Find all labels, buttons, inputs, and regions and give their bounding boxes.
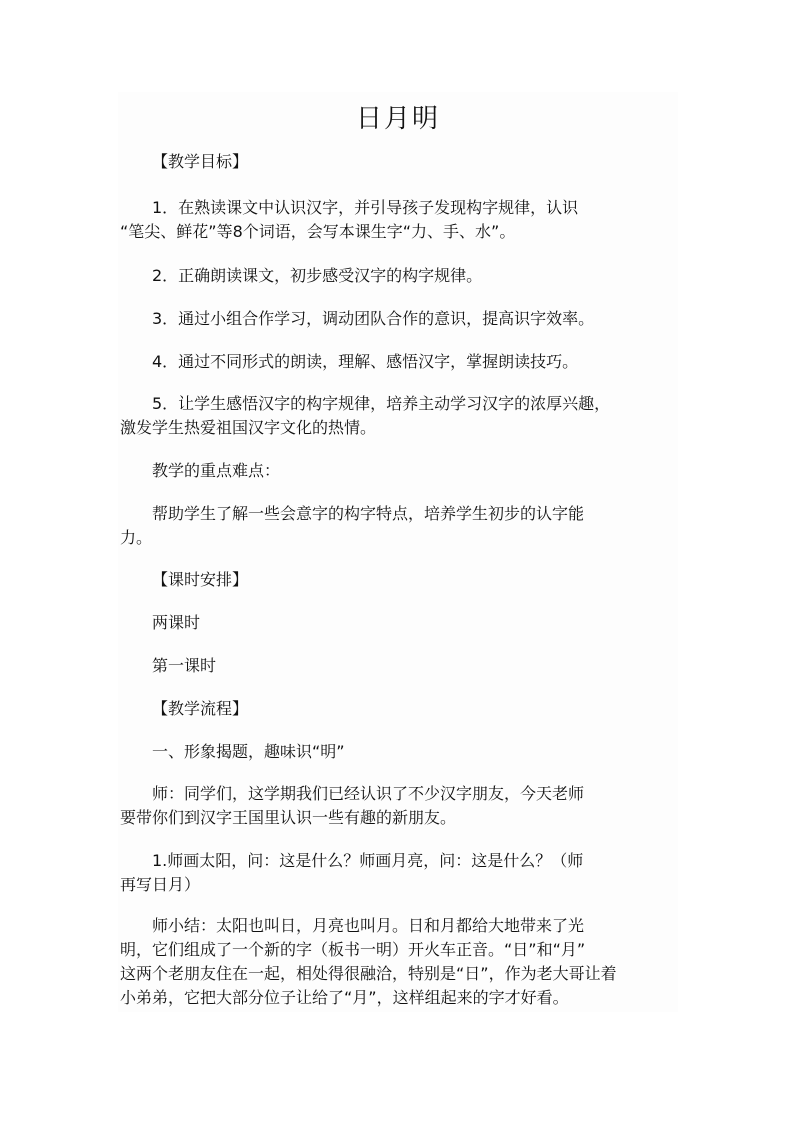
- teacher-summary-line-3: 这两个老朋友住在一起，相处得很融洽，特别是“日”，作为老大哥让着: [120, 964, 617, 983]
- schedule-first-lesson: 第一课时: [152, 656, 217, 675]
- goal-1-line-1: 1．在熟读课文中认识汉字，并引导孩子发现构字规律，认识: [152, 198, 579, 217]
- activity-1: [120, 849, 676, 897]
- key-points-line-2: 力。: [120, 528, 153, 547]
- teacher-intro-line-2: 要带你们到汉字王国里认识一些有趣的新朋友。: [120, 808, 457, 827]
- teacher-summary-line-2: 明，它们组成了一个新的字（板书一明）开火车正音。“日”和“月”: [120, 940, 586, 959]
- key-points-body: [120, 502, 676, 550]
- heading-schedule: 【课时安排】: [152, 570, 249, 589]
- heading-process: 【教学流程】: [152, 699, 249, 718]
- goal-4: 4．通过不同形式的朗读，理解、感悟汉字，掌握朗读技巧。: [152, 352, 579, 371]
- teacher-intro: [120, 782, 676, 830]
- teacher-summary-line-1: 师小结：太阳也叫日，月亮也叫月。日和月都给大地带来了光: [152, 916, 585, 935]
- goal-5-line-2: 激发学生热爱祖国汉字文化的热情。: [120, 418, 377, 437]
- key-points-heading: 教学的重点难点：: [152, 461, 281, 480]
- teacher-summary: [120, 914, 676, 1010]
- goal-1-line-2: “笔尖、鲜花”等8个词语，会写本课生字“力、手、水”。: [120, 222, 516, 241]
- goal-5: [120, 392, 676, 440]
- activity-1-line-2: 再写日月）: [120, 875, 201, 894]
- activity-1-line-1: 1.师画太阳，问：这是什么？师画月亮，问：这是什么？（师: [152, 851, 584, 870]
- process-step-1-title: 一、形象揭题，趣味识“明”: [152, 742, 345, 761]
- teacher-intro-line-1: 师：同学们，这学期我们已经认识了不少汉字朋友，今天老师: [152, 784, 585, 803]
- goal-2: 2．正确朗读课文，初步感受汉字的构字规律。: [152, 266, 483, 285]
- heading-teaching-goals: 【教学目标】: [152, 152, 249, 171]
- document-title: 日月明: [355, 104, 440, 134]
- goal-1: [120, 196, 676, 244]
- goal-3: 3．通过小组合作学习，调动团队合作的意识，提高识字效率。: [152, 309, 595, 328]
- schedule-total: 两课时: [152, 613, 201, 632]
- goal-5-line-1: 5．让学生感悟汉字的构字规律，培养主动学习汉字的浓厚兴趣，: [152, 394, 611, 413]
- document-page: [118, 92, 678, 1012]
- teacher-summary-line-4: 小弟弟，它把大部分位子让给了“月”，这样组起来的字才好看。: [120, 988, 569, 1007]
- key-points-line-1: 帮助学生了解一些会意字的构字特点，培养学生初步的认字能: [152, 504, 585, 523]
